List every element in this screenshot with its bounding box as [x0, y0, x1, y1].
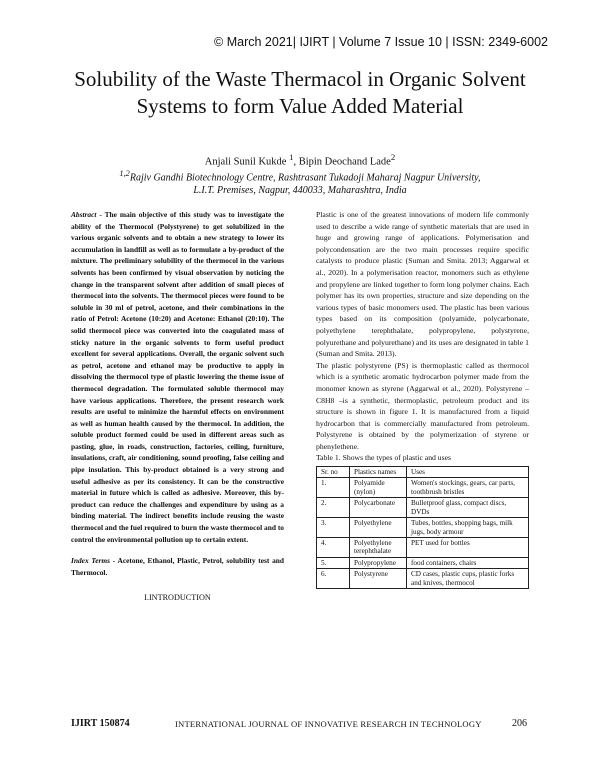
- table-cell: food containers, chairs: [407, 557, 529, 568]
- index-terms: [71, 555, 284, 578]
- author-1: Anjali Sunil Kukde: [204, 156, 287, 168]
- table-header-cell: Plastics names: [350, 467, 407, 478]
- table-row: [317, 557, 529, 568]
- plastics-table: [316, 466, 529, 589]
- author-2-sup: 2: [390, 152, 396, 162]
- table-cell: 3.: [317, 518, 350, 538]
- table-row: [317, 478, 529, 498]
- footer-journal-name: INTERNATIONAL JOURNAL OF INNOVATIVE RESEARCH IN TECHNOLOGY: [175, 719, 482, 729]
- footer-paper-id: IJIRT 150874: [71, 718, 130, 729]
- table-cell: 1.: [317, 478, 350, 498]
- paper-title: [40, 66, 560, 120]
- table-header-cell: Sr. no: [317, 467, 350, 478]
- table-cell: 2.: [317, 498, 350, 518]
- table-cell: 5.: [317, 557, 350, 568]
- table-cell: Polystyrene: [350, 569, 407, 589]
- table-cell: PET used for bottles: [407, 537, 529, 557]
- affiliation-line-1: Rajiv Gandhi Biotechnology Centre, Rashtrasant Tukadoji Maharaj Nagpur University,: [129, 172, 481, 184]
- table-cell: CD cases, plastic cups, plastic forks and knives, thermocol: [407, 569, 529, 589]
- table-header-row: [317, 467, 529, 478]
- table-row: [317, 569, 529, 589]
- table-row: [317, 498, 529, 518]
- title-line-1: Solubility of the Waste Thermacol in Organic Solvent: [74, 67, 526, 91]
- left-column: [71, 209, 284, 604]
- table-cell: 4.: [317, 537, 350, 557]
- table-cell: Polyethylene terephthalate: [350, 537, 407, 557]
- affiliation: [60, 167, 540, 197]
- table-row: [317, 537, 529, 557]
- abstract: [71, 209, 284, 545]
- table-cell: Polypropylene: [350, 557, 407, 568]
- author-line: [40, 152, 560, 168]
- table-caption: Table 1. Shows the types of plastic and uses: [316, 453, 452, 463]
- journal-header: © March 2021| IJIRT | Volume 7 Issue 10 | ISSN: 2349-6002: [214, 35, 548, 49]
- affiliation-sup: 1,2: [119, 169, 130, 178]
- table-cell: Polyethylene: [350, 518, 407, 538]
- right-column: [316, 209, 529, 589]
- table-header-cell: Uses: [407, 467, 529, 478]
- author-2: Bipin Deochand Lade: [298, 156, 391, 168]
- author-1-sup: 1: [289, 152, 294, 162]
- table-cell: Polycarbonate: [350, 498, 407, 518]
- index-terms-label: Index Terms -: [71, 556, 116, 566]
- table-row: [317, 518, 529, 538]
- section-heading-introduction: I.INTRODUCTION: [144, 593, 211, 603]
- table-cell: Women's stockings, gears, car parts, toothbrush bristles: [407, 478, 529, 498]
- affiliation-line-2: L.I.T. Premises, Nagpur, 440033, Maharashtra, India: [193, 185, 407, 197]
- author-separator: ,: [293, 156, 299, 168]
- intro-paragraph-1: Plastic is one of the greatest innovations of modern life commonly used to describe a wide range of synthetic materials that are used in huge and growing range of applications. Polymerisation and polycondensation are the two main processes require specific catalysts to produce plastic (Suman and Smita. 2013; Aggarwal et al., 2020). In a polymerisation reactor, monomers such as ethylene and propylene are linked together to form long polymer chains. Each polymer has its own properties, structure and size depending on the various types of basic monomers used. The plastic has been various types based on its composition (polyamide, polycarbonate, polyethylene terephthalate, polypropylene, polystyrene, polyurethane and polyurethane) and its uses are designated in table 1 (Suman and Smita. 2013).: [316, 210, 529, 359]
- table-cell: 6.: [317, 569, 350, 589]
- abstract-label: Abstract -: [71, 210, 102, 219]
- table-cell: Tubes, bottles, shopping bags, milk jugs, body armour: [407, 518, 529, 538]
- title-line-2: Systems to form Value Added Material: [136, 94, 464, 118]
- table-cell: Bulletproof glass, compact discs, DVDs: [407, 498, 529, 518]
- footer-page-number: 206: [512, 718, 527, 729]
- abstract-text: The main objective of this study was to investigate the ability of the Thermocol (Polystyrene) to get solubilized in the various organic solvents and to obtain a new strategy to lower its accumulation in landfill as well as to formulate a by-product of the mixture. The preliminary solubility of the thermocol in the various solvents has been confirmed by visual observation by noticing the change in the transparent solvent after addition of small pieces of thermocol into the solvents. The thermocol pieces were found to be soluble in 30 ml of petrol, acetone, and their combinations in the ratio of Petrol: Acetone (10:20) and Acetone: Ethanol (20:10). The solid thermocol piece was converted into the coagulated mass of sticky nature in the organic solvents to form useful product excellent for several applications. Overall, the organic solvent such as petrol, acetone and ethanol may be productive to apply in dissolving the thermocol type of plastic lowering the theme issue of thermocol degradation. The formulated soluble thermocol may have various applications. Therefore, the present research work results are useful to minimize the harmful effects on environment as well as human health caused by the thermocol. In addition, the soluble product formed could be used in different areas such as pasting, glue, in roads, construction, factories, ceiling, furniture, insulations, craft, air conditioning, sound proofing, false ceiling and pipe insulation. This by-product obtained is a very strong and useful adhesive as per its consistency. It can be the constructive material in future which is called as adhesive. Moreover, this by-product can reduce the challenges and expenditure by using as a binding material. The indirect benefits include reusing the waste thermocol and the fuel required to burn the waste thermocol and to control the environmental pollution up to certain extent.: [71, 210, 284, 544]
- table-cell: Polyamide (nylon): [350, 478, 407, 498]
- intro-paragraph-2: The plastic polystyrene (PS) is thermoplastic called as thermocol which is a synthetic aromatic hydrocarbon polymer made from the monomer known as styrene (Aggarwal et al., 2020). Polystyrene – C8H8 –is a synthetic, thermoplastic, petroleum product and its structure is shown in figure 1. It is manufactured from a liquid hydrocarbon that is commercially manufactured from petroleum. Polystyrene is obtained by the polymerization of styrene or phenylethene.: [316, 360, 529, 451]
- index-terms-text: Acetone, Ethanol, Plastic, Petrol, solubility test and Thermocol.: [71, 556, 284, 577]
